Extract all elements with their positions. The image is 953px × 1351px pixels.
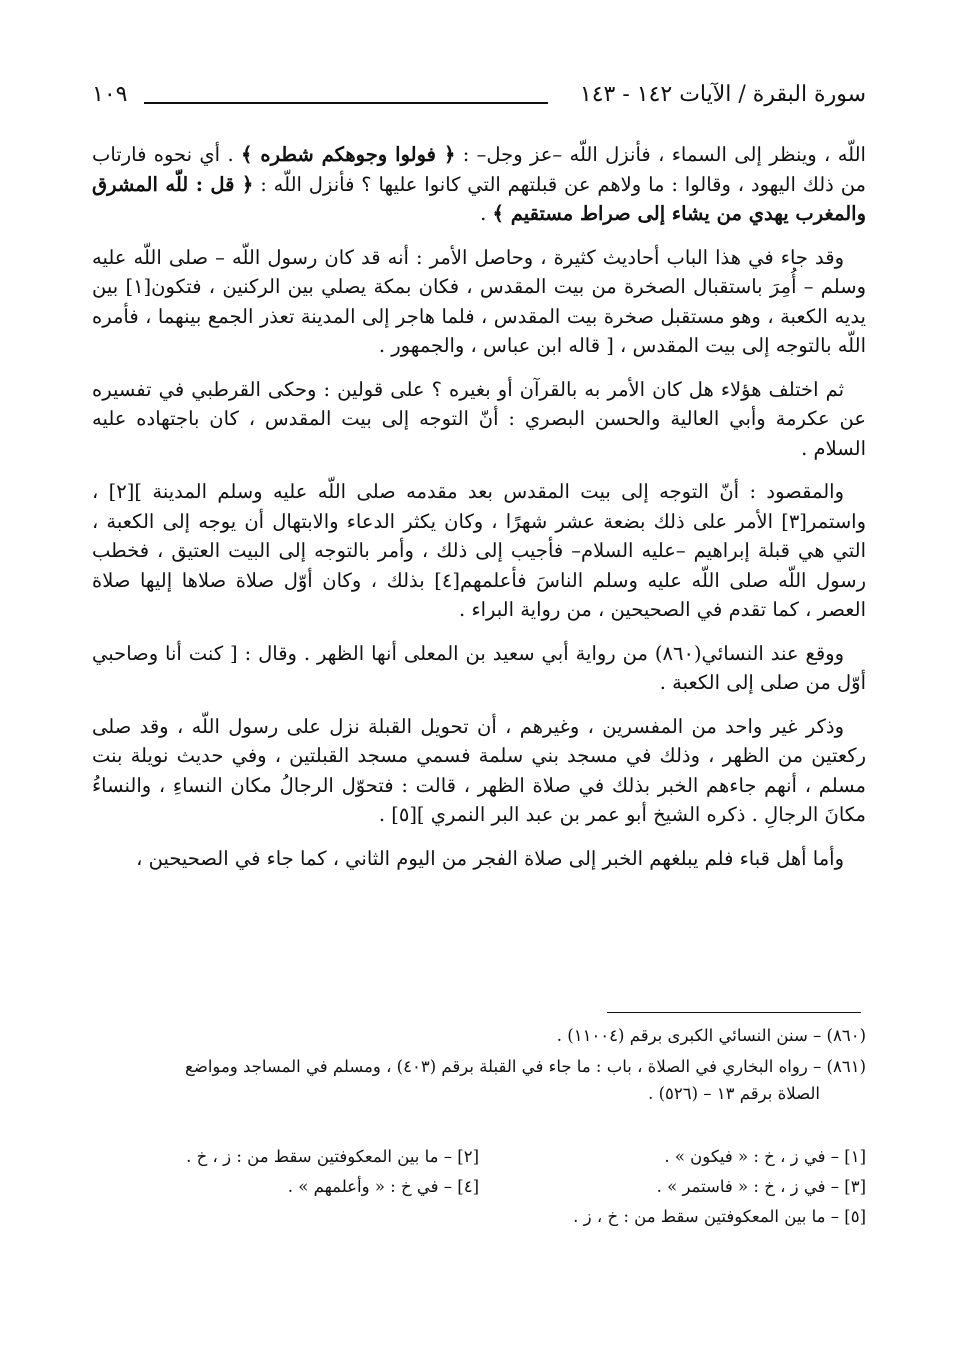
footnote-860: (٨٦٠) – سنن النسائي الكبرى برقم (١١٠٠٤) . <box>556 1026 866 1045</box>
footnote-861 <box>92 1053 866 1107</box>
text-segment: . <box>480 202 493 225</box>
variant-row <box>92 1202 866 1232</box>
main-text <box>92 140 866 887</box>
page-header <box>92 82 866 122</box>
variant-row <box>92 1172 866 1202</box>
header-rule <box>144 102 548 104</box>
footnote-861-continuation: الصلاة برقم ١٣ – (٥٢٦) . <box>648 1084 820 1103</box>
text-segment: . أي نحوه فارتاب من ذلك اليهود ، وقالوا : ما ولاهم عن قبلتهم التي كانوا عليها ؟ فأنزل اللّه : <box>92 143 867 196</box>
footnote-separator <box>607 1012 861 1013</box>
quran-verse: ﴿ قل : للّه المشرق والمغرب يهدي من يشاء إلى صراط مستقيم ﴾ <box>92 172 866 225</box>
variant-note-4: [٤] – في خ : « وأعلمهم » . <box>287 1177 479 1196</box>
footnote-861-line: (٨٦١) – رواه البخاري في الصلاة ، باب : ما جاء في القبلة برقم (٤٠٣) ، ومسلم في المساجد ومواضع <box>185 1057 866 1076</box>
variant-note-5: [٥] – ما بين المعكوفتين سقط من : خ ، ز . <box>573 1207 866 1226</box>
paragraph-1 <box>92 140 866 229</box>
variant-note-3: [٣] – في ز ، خ : « فاستمر » . <box>656 1177 866 1196</box>
variant-note-1: [١] – في ز ، خ : « فيكون » . <box>664 1147 866 1166</box>
variant-row <box>92 1142 866 1172</box>
variant-notes <box>92 1142 866 1232</box>
paragraph-6: وذكر غير واحد من المفسرين ، وغيرهم ، أن تحويل القبلة نزل على رسول اللّه ، وقد صلى ركعتين من الظهر ، وذلك في مسجد بني سلمة فسمي مسجد القبلتين ، وفي حديث نويلة بنت مسلم ، أنهم جاءهم الخبر بذلك في صلاة الظهر ، قالت : فتحوّل الرجالُ مكان النساءِ ، والنساءُ مكانَ الرجالِ . ذكره الشيخ أبو عمر بن عبد البر النمري ][٥] . <box>92 714 866 826</box>
paragraph-5: ووقع عند النسائي(٨٦٠) من رواية أبي سعيد بن المعلى أنها الظهر . وقال : [ كنت أنا وصاحبي أوّل من صلى إلى الكعبة . <box>92 641 866 694</box>
paragraph-2: وقد جاء في هذا الباب أحاديث كثيرة ، وحاصل الأمر : أنه قد كان رسول اللّه – صلى اللّه عليه وسلم – أُمِرَ باستقبال الصخرة من بيت المقدس ، فكان بمكة يصلي بين الركنين ، فتكون[١] بين يديه الكعبة ، وهو مستقبل صخرة بيت المقدس ، فلما هاجر إلى المدينة تعذر الجمع بينهما ، فأمره اللّه بالتوجه إلى بيت المقدس ، [ قاله ابن عباس ، والجمهور . <box>92 245 866 357</box>
paragraph-4: والمقصود : أنّ التوجه إلى بيت المقدس بعد مقدمه صلى اللّه عليه وسلم المدينة ][٢] ، واستمر[٣] الأمر على ذلك بضعة عشر شهرًا ، وكان يكثر الدعاء والابتهال أن يوجه إلى الكعبة ، التي هي قبلة إبراهيم –عليه السلام– فأجيب إلى ذلك ، وأمر بالتوجه إلى البيت العتيق ، فخطب رسول اللّه صلى اللّه عليه وسلم الناسَ فأعلمهم[٤] بذلك ، وكان أوّل صلاة صلاها إليها صلاة العصر ، كما تقدم في الصحيحين ، من رواية البراء . <box>92 480 867 621</box>
quran-verse: ﴿ فولوا وجوهكم شطره ﴾ <box>241 143 456 166</box>
variant-note-empty <box>92 1202 479 1232</box>
page-number: ١٠٩ <box>92 82 128 107</box>
footnotes <box>92 1022 866 1111</box>
paragraph-7: وأما أهل قباء فلم يبلغهم الخبر إلى صلاة الفجر من اليوم الثاني ، كما جاء في الصحيحين ، <box>136 846 844 870</box>
surah-title: سورة البقرة / الآيات ١٤٢ - ١٤٣ <box>579 82 866 107</box>
text-segment: اللّه ، وينظر إلى السماء ، فأنزل اللّه –عز وجل– : <box>455 143 866 166</box>
paragraph-3: ثم اختلف هؤلاء هل كان الأمر به بالقرآن أو بغيره ؟ على قولين : وحكى القرطبي في تفسيره عن عكرمة وأبي العالية والحسن البصري : أنّ التوجه إلى بيت المقدس ، كان باجتهاده عليه السلام . <box>92 377 866 460</box>
variant-note-2: [٢] – ما بين المعكوفتين سقط من : ز ، خ . <box>186 1147 479 1166</box>
